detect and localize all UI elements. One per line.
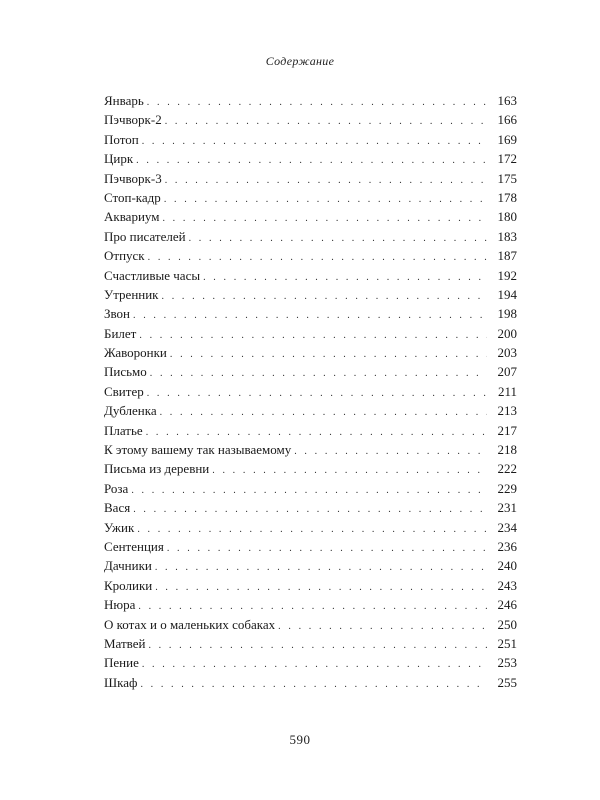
toc-entry: [104, 498, 517, 517]
dot-leader: [160, 403, 487, 422]
toc-entry-page: 194: [497, 286, 517, 302]
toc-entry: [104, 246, 517, 265]
toc-entry-page: 255: [497, 674, 517, 690]
toc-entry: [104, 324, 517, 343]
dot-leader: [148, 636, 487, 655]
toc-entry: [104, 401, 517, 420]
toc-entry: [104, 130, 517, 149]
toc-entry: [104, 537, 517, 556]
toc-entry: [104, 266, 517, 285]
toc-entry-title: О котах и о маленьких собаках: [104, 616, 276, 632]
dot-leader: [133, 306, 487, 325]
dot-leader: [167, 539, 487, 558]
toc-entry: [104, 227, 517, 246]
toc-entry: [104, 518, 517, 537]
toc-entry-title: Пэчворк-2: [104, 112, 162, 128]
toc-entry: [104, 653, 517, 672]
toc-entry-page: 192: [497, 267, 517, 283]
toc-entry-title: Сентенция: [104, 538, 164, 554]
toc-entry-page: 200: [497, 325, 517, 341]
toc-entry-title: Про писателей: [104, 228, 186, 244]
toc-entry-page: 222: [497, 461, 517, 477]
dot-leader: [133, 500, 487, 519]
dot-leader: [165, 112, 487, 131]
toc-entry: [104, 615, 517, 634]
toc-entry-page: 229: [497, 480, 517, 496]
dot-leader: [147, 384, 487, 403]
toc-entry-title: Ужик: [104, 519, 135, 535]
toc-entry-title: Свитер: [104, 383, 144, 399]
dot-leader: [155, 578, 487, 597]
toc-entry: [104, 149, 517, 168]
toc-entry-title: Отпуск: [104, 248, 145, 264]
toc-entry-title: Жаворонки: [104, 345, 167, 361]
toc-entry-page: 169: [497, 131, 517, 147]
dot-leader: [162, 209, 487, 228]
toc-entry: [104, 188, 517, 207]
toc-entry-title: Билет: [104, 325, 137, 341]
dot-leader: [142, 655, 487, 674]
toc-entry-title: Аквариум: [104, 209, 160, 225]
toc-entry: [104, 556, 517, 575]
toc-entry-page: 175: [497, 170, 517, 186]
page-number: 590: [289, 732, 311, 747]
toc-entry-title: Январь: [104, 93, 144, 108]
dot-leader: [189, 229, 487, 248]
toc-entry-page: 236: [497, 538, 517, 554]
toc-entry-page: 250: [497, 616, 517, 632]
toc-entry-title: Дачники: [104, 558, 152, 574]
toc-entry: [104, 110, 517, 129]
toc-entry-page: 218: [497, 442, 517, 458]
toc-entry: [104, 673, 517, 692]
dot-leader: [147, 93, 487, 112]
dot-leader: [164, 190, 487, 209]
toc-entry-page: 211: [497, 383, 517, 399]
toc-entry-page: 251: [497, 635, 517, 651]
toc-entry-title: Кролики: [104, 577, 153, 593]
toc-entry-title: Нюра: [104, 597, 136, 613]
toc-entry-title: Стоп-кадр: [104, 189, 161, 205]
toc-entry-title: Цирк: [104, 151, 134, 167]
toc-entry: [104, 479, 517, 498]
toc-entry-page: 203: [497, 345, 517, 361]
dot-leader: [142, 132, 487, 151]
dot-leader: [203, 268, 487, 287]
toc-entry: [104, 304, 517, 323]
toc-entry-page: 234: [497, 519, 517, 535]
toc-entry-title: Матвей: [104, 635, 146, 651]
toc-entry-page: 178: [497, 189, 517, 205]
toc-entry: [104, 440, 517, 459]
toc-entry-title: Пэчворк-3: [104, 170, 162, 186]
toc-entry-title: Шкаф: [104, 674, 138, 690]
toc-entry-title: Счастливые часы: [104, 267, 201, 283]
toc-entry: [104, 343, 517, 362]
dot-leader: [136, 151, 487, 170]
dot-leader: [139, 326, 487, 345]
toc-entry-title: Звон: [104, 306, 131, 322]
toc-entry: [104, 576, 517, 595]
running-title: Содержание: [265, 54, 335, 68]
dot-leader: [137, 520, 487, 539]
toc-entry-page: 207: [497, 364, 517, 380]
toc-entry: [104, 362, 517, 381]
toc-entry-page: 163: [497, 93, 517, 108]
toc-entry-page: 183: [497, 228, 517, 244]
toc-entry: [104, 634, 517, 653]
dot-leader: [294, 442, 487, 461]
toc-entry: [104, 207, 517, 226]
toc-entry-page: 166: [497, 112, 517, 128]
toc-entry-page: 217: [497, 422, 517, 438]
toc-entry: [104, 421, 517, 440]
toc-entry: [104, 382, 517, 401]
toc-entry-page: 180: [497, 209, 517, 225]
dot-leader: [278, 617, 487, 636]
dot-leader: [162, 287, 487, 306]
toc-entry-page: 198: [497, 306, 517, 322]
toc-entry: [104, 169, 517, 188]
toc-entry-title: Роза: [104, 480, 129, 496]
toc-entry-title: К этому вашему так называемому: [104, 442, 292, 458]
toc-entry-title: Письмо: [104, 364, 147, 380]
toc-entry-page: 243: [497, 577, 517, 593]
dot-leader: [170, 345, 487, 364]
toc-entry-title: Пение: [104, 655, 139, 671]
toc-entry-page: 246: [497, 597, 517, 613]
toc-entry-title: Письма из деревни: [104, 461, 210, 477]
dot-leader: [131, 481, 487, 500]
toc-entry-title: Потоп: [104, 131, 139, 147]
dot-leader: [165, 171, 487, 190]
dot-leader: [212, 461, 487, 480]
toc-entry-page: 231: [497, 500, 517, 516]
toc-entry: [104, 91, 517, 110]
toc-entry-page: 253: [497, 655, 517, 671]
toc-entry-title: Дубленка: [104, 403, 157, 419]
toc-entry: [104, 285, 517, 304]
toc-entry-title: Платье: [104, 422, 143, 438]
toc-entry: [104, 459, 517, 478]
dot-leader: [140, 675, 487, 694]
dot-leader: [155, 558, 487, 577]
toc-entry-title: Утренник: [104, 286, 159, 302]
toc-entry-page: 213: [497, 403, 517, 419]
dot-leader: [150, 364, 487, 383]
table-of-contents: [104, 91, 517, 692]
toc-entry-page: 172: [497, 151, 517, 167]
toc-entry-page: 240: [497, 558, 517, 574]
toc-entry-page: 187: [497, 248, 517, 264]
toc-entry-title: Вася: [104, 500, 131, 516]
toc-entry: [104, 595, 517, 614]
